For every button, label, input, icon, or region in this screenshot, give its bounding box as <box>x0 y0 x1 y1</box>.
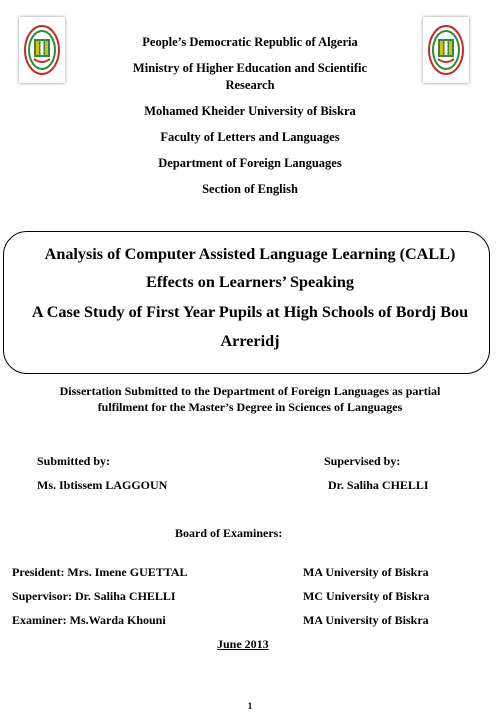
university-logo-right <box>423 17 469 83</box>
title-line-3: A Case Study of First Year Pupils at High Schools of Bordj Bou <box>31 303 469 321</box>
board-member-role-3: Examiner: Ms.Warda Khouni <box>12 613 166 627</box>
section-name: Section of English <box>202 182 298 196</box>
university-logo-left <box>19 17 65 83</box>
faculty-name: Faculty of Letters and Languages <box>160 130 340 144</box>
board-member-affiliation-2: MC University of Biskra <box>303 589 430 603</box>
submitted-by-label: Submitted by: <box>37 454 111 468</box>
university-name: Mohamed Kheider University of Biskra <box>144 104 356 118</box>
department-name: Department of Foreign Languages <box>158 156 342 170</box>
board-member-affiliation-1: MA University of Biskra <box>303 565 429 579</box>
dissertation-line-2: fulfilment for the Master’s Degree in Sciences of Languages <box>97 400 403 414</box>
country-name: People’s Democratic Republic of Algeria <box>142 35 358 49</box>
dissertation-line-1: Dissertation Submitted to the Department of Foreign Languages as partial <box>59 384 441 398</box>
title-line-2: Effects on Learners’ Speaking <box>146 273 354 291</box>
board-member-affiliation-3: MA University of Biskra <box>303 613 429 627</box>
board-member-role-2: Supervisor: Dr. Saliha CHELLI <box>12 589 176 603</box>
submission-date: June 2013 <box>217 637 269 651</box>
supervisor-name: Dr. Saliha CHELLI <box>328 478 429 492</box>
ministry-name-line2: Research <box>225 78 275 92</box>
board-heading: Board of Examiners: <box>175 526 283 540</box>
title-line-1: Analysis of Computer Assisted Language Learning (CALL) <box>44 245 456 263</box>
supervised-by-label: Supervised by: <box>324 454 401 468</box>
ministry-name-line1: Ministry of Higher Education and Scientific <box>132 61 368 75</box>
author-name: Ms. Ibtissem LAGGOUN <box>37 478 168 492</box>
university-emblem-icon <box>423 17 469 83</box>
board-member-role-1: President: Mrs. Imene GUETTAL <box>12 565 188 579</box>
page-number: 1 <box>247 701 253 711</box>
title-line-4: Arreridj <box>220 332 280 350</box>
university-emblem-icon <box>19 17 65 83</box>
